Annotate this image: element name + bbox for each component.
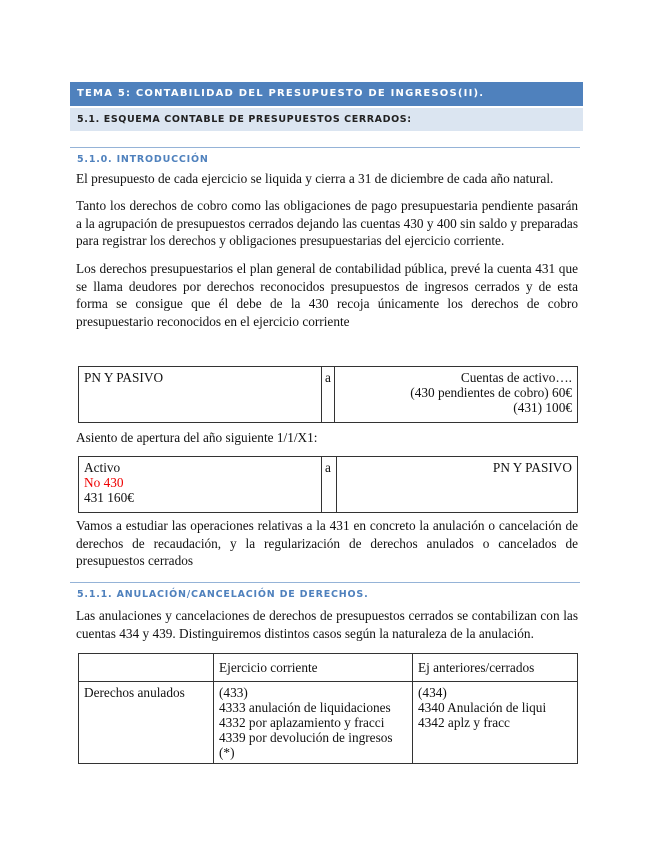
journal-entry-table-opening: [78, 456, 578, 513]
section-heading: 5.1. ESQUEMA CONTABLE DE PRESUPUESTOS CERRADOS:: [70, 108, 583, 131]
line: Cuentas de activo….: [460, 370, 572, 385]
paragraph: El presupuesto de cada ejercicio se liquida y cierra a 31 de diciembre de cada año natural.: [76, 171, 554, 186]
line-red: No 430: [84, 475, 124, 490]
subsection-heading-intro: 5.1.0. INTRODUCCIÓN: [70, 147, 580, 165]
subsection-heading-anulacion: 5.1.1. ANULACIÓN/CANCELACIÓN DE DERECHOS.: [70, 582, 580, 600]
line: (431) 100€: [513, 400, 572, 415]
line: (430 pendientes de cobro) 60€: [410, 385, 572, 400]
a-cell: a: [322, 457, 337, 513]
paragraph: Los derechos presupuestarios el plan general de contabilidad pública, prevé la cuenta 431 que se llama deudores por derechos reconocidos presupuestos de ingresos cerrados y de esta forma se consigue que él debe de la 430 recoja únicamente los derechos de cobro presupuestario reconocidos en el ejercicio corriente: [76, 261, 578, 329]
line: 4340 Anulación de liqui: [418, 700, 547, 715]
paragraph: Tanto los derechos de cobro como las obligaciones de pago presupuestaria pendiente pasarán a la agrupación de presupuestos cerrados dejando las cuentas 430 y 400 sin saldo y preparadas para registrar los derechos y obligaciones presupuestarias del ejercicio corriente.: [76, 198, 578, 248]
a-cell: a: [322, 367, 335, 423]
paragraph: Las anulaciones y cancelaciones de derechos de presupuestos cerrados se contabilizan con las cuentas 434 y 439. Distinguiremos distintos casos según la naturaleza de la anulación.: [76, 608, 578, 641]
corriente-cell: [214, 682, 413, 764]
line: 4332 por aplazamiento y fracci: [219, 715, 385, 730]
line: Activo: [84, 460, 121, 475]
line: 4333 anulación de liquidaciones: [219, 700, 391, 715]
credit-cell: [334, 367, 577, 423]
line: 4339 por devolución de ingresos (*): [219, 730, 393, 760]
cerrados-cell: [413, 682, 578, 764]
chapter-title: TEMA 5: CONTABILIDAD DEL PRESUPUESTO DE INGRESOS(II).: [70, 82, 583, 106]
line: 4342 aplz y fracc: [418, 715, 510, 730]
paragraph: Vamos a estudiar las operaciones relativas a la 431 en concreto la anulación o cancelación de derechos de recaudación, y la regularización de derechos anulados o cancelados de presupuestos cerrados: [76, 518, 578, 568]
debit-cell: [79, 457, 322, 513]
credit-cell: PN Y PASIVO: [337, 457, 578, 513]
debit-cell: PN Y PASIVO: [79, 367, 322, 423]
header-cell: [79, 654, 214, 682]
header-cell: Ej anteriores/cerrados: [413, 654, 578, 682]
journal-entry-table-closing: [78, 366, 578, 423]
line: (433): [219, 685, 248, 700]
line: (434): [418, 685, 447, 700]
accounts-table: [78, 653, 578, 764]
paragraph: Asiento de apertura del año siguiente 1/1/X1:: [76, 430, 318, 445]
header-cell: Ejercicio corriente: [214, 654, 413, 682]
line: 431 160€: [84, 490, 134, 505]
row-label: Derechos anulados: [79, 682, 214, 764]
